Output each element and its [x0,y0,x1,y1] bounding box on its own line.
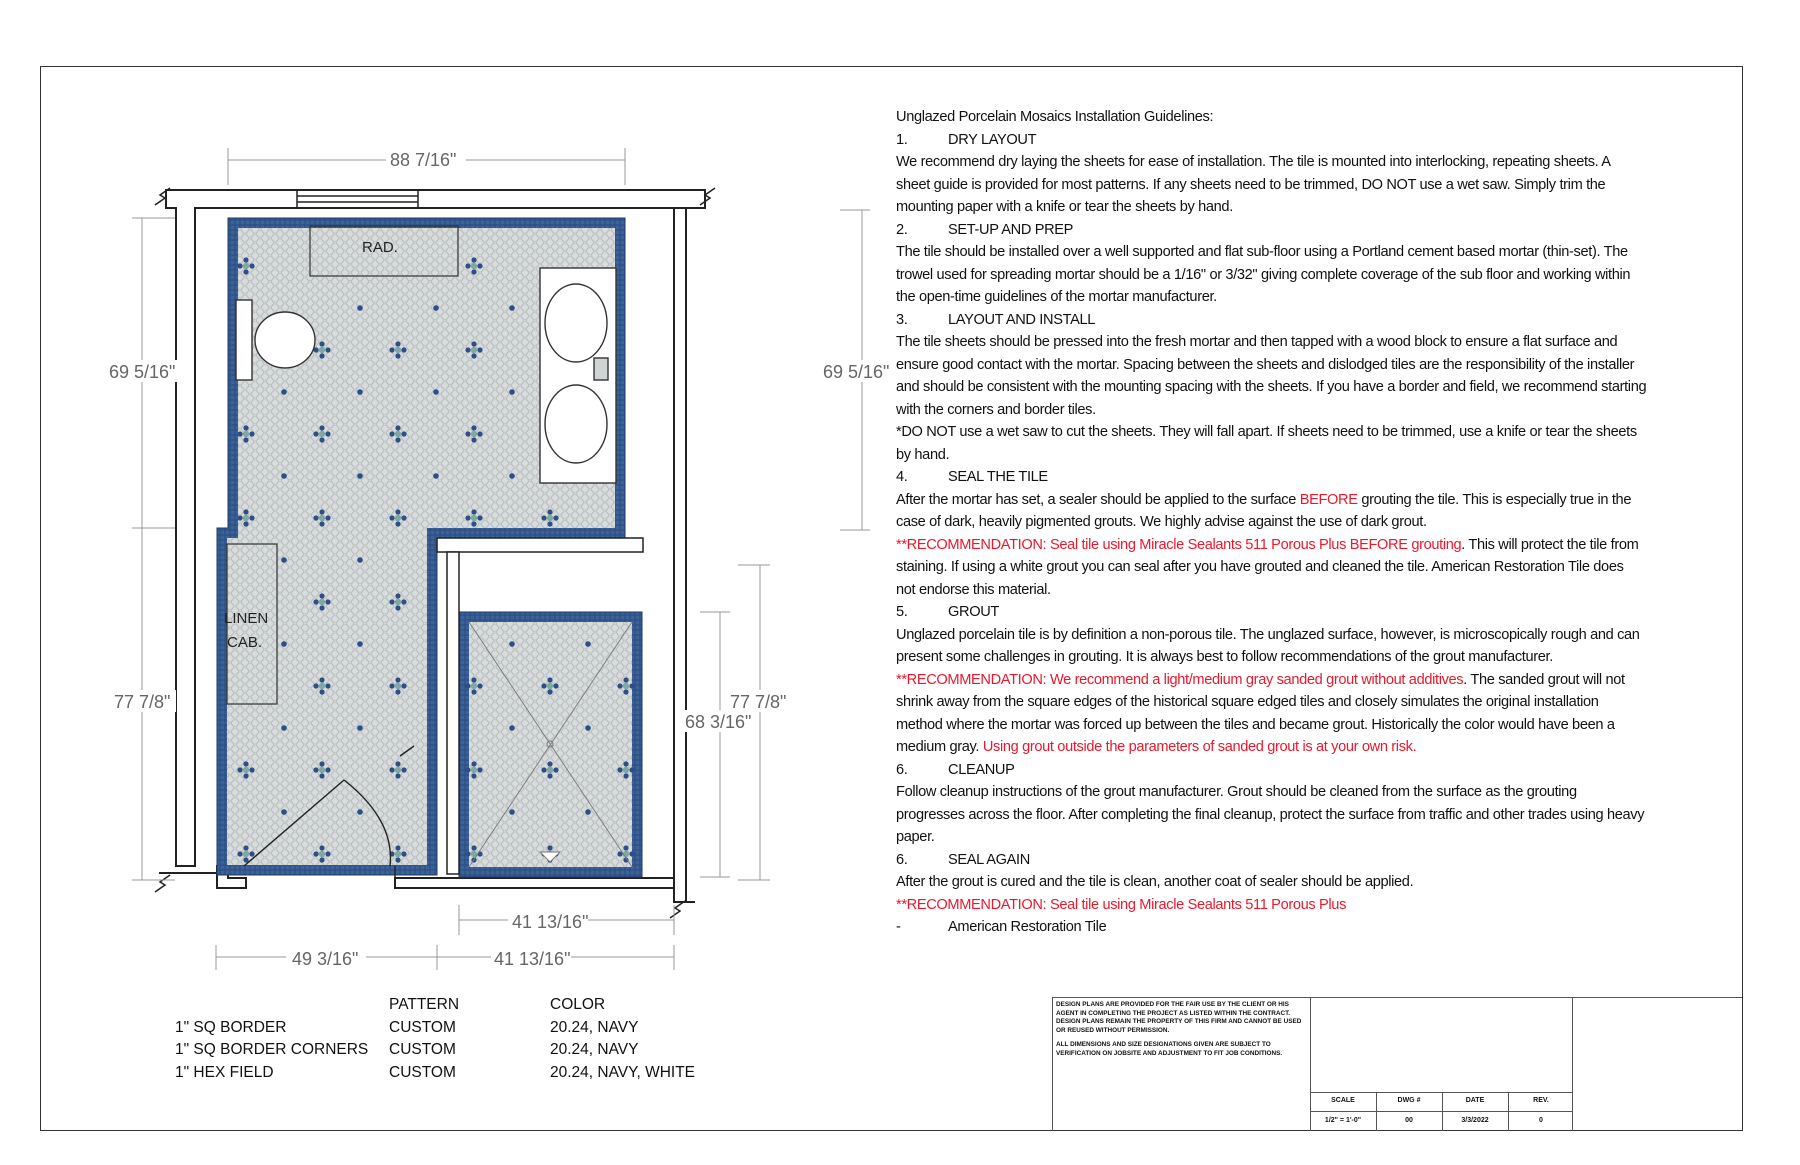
guideline-line [896,579,1734,602]
break-mark [670,901,685,918]
rosette-mark [357,725,363,731]
legend-pattern: CUSTOM [389,1018,456,1036]
guideline-text: Unglazed porcelain tile is by definition a non-porous tile. The unglazed surface, however, is microscopically rough and can [896,626,1640,643]
legend-header-color: COLOR [550,996,606,1013]
legend-pattern: CUSTOM [389,1063,456,1081]
guideline-text: progresses across the floor. After completing the final cleanup, protect the surface from traffic and other trades using heavy [896,806,1645,823]
guideline-text: method where the mortar was forced up between the tiles and became grout. Historically the color would have been a [896,716,1615,733]
rosette-mark [509,389,515,395]
guideline-line [896,354,1734,377]
guideline-num: 6. [896,851,908,868]
guideline-line [896,511,1734,534]
guideline-text: The tile sheets should be pressed into the fresh mortar and then tapped with a wood block to ensure a flat surface and [896,334,1618,350]
guideline-red: **RECOMMENDATION: We recommend a light/medium gray sanded grout without additives [896,671,1464,688]
rosette-mark [433,305,439,311]
guideline-head: DRY LAYOUT [948,131,1037,148]
rosette-mark [585,641,591,647]
guideline-line [896,376,1734,399]
guidelines-body [896,129,1734,939]
guideline-num: 3. [896,311,908,328]
legend-item: 1" SQ BORDER [175,1018,287,1036]
legend-pattern: CUSTOM [389,1041,456,1058]
rosette-mark [433,389,439,395]
dim-right-upper: 69 5/16" [823,362,890,382]
guideline-text: with the corners and border tiles. [896,401,1096,418]
installation-guidelines [896,106,1734,939]
guideline-line [896,691,1734,714]
rosette-mark [357,641,363,647]
scale-header: SCALE [1331,1097,1355,1104]
guideline-line [896,624,1734,647]
rosette-mark [281,557,287,563]
legend-header-pattern: PATTERN [389,996,460,1013]
guideline-text: *DO NOT use a wet saw to cut the sheets. They will fall apart. If sheets need to be trimmed, use a knife or tear the sheets [896,424,1637,440]
rosette-mark [357,389,363,395]
guideline-line [896,534,1734,557]
guideline-text: mounting paper with a knife or tear the sheets by hand. [896,199,1233,215]
rosette-mark [585,809,591,815]
rosette-mark [357,473,363,479]
guideline-line [896,264,1734,287]
guideline-head: GROUT [948,604,999,620]
guideline-head: SET-UP AND PREP [948,221,1074,238]
rosette-mark [281,641,287,647]
break-mark [155,875,170,892]
guideline-line [896,781,1734,804]
guideline-num: 6. [896,761,908,778]
guideline-heading [896,601,1734,624]
guideline-heading [896,309,1734,332]
floor-plan [0,0,900,990]
guideline-line [896,804,1734,827]
guideline-text: sheet guide is provided for most patterns. If any sheets need to be trimmed, DO NOT use a wet saw. Simply trim the [896,176,1606,193]
rosette-mark [281,725,287,731]
dwg-header: DWG # [1397,1097,1421,1104]
rev-value: 0 [1539,1117,1543,1124]
dim-bottom-left: 49 3/16" [292,949,359,969]
disclaimer-ownership: DESIGN PLANS ARE PROVIDED FOR THE FAIR USE BY THE CLIENT OR HIS AGENT IN COMPLETING THE PROJECT AS LISTED WITHIN THE CONTRACT. DESIGN PLANS REMAIN THE PROPERTY OF THIS FIRM AND CANNOT BE USED OR REUSED WITHOUT PERMISSION. [1056,1001,1302,1034]
guideline-red: **RECOMMENDATION: Seal tile using Miracle Sealants 511 Porous Plus BEFORE grouting [896,536,1462,553]
guideline-after: grouting the tile. This is especially true in the [1357,491,1632,508]
guideline-head: CLEANUP [948,761,1015,778]
guideline-text: and should be consistent with the mounting spacing with the sheets. If you have a border and field, we recommend starting [896,379,1647,395]
rosette-mark [509,725,515,731]
guideline-text: ensure good contact with the mortar. Spacing between the sheets and dislodged tiles are the responsibility of the installer [896,356,1635,373]
rosette-mark [585,725,591,731]
legend-item: 1" SQ BORDER CORNERS [175,1041,369,1058]
dwg-value: 00 [1405,1117,1413,1124]
guideline-num: 4. [896,469,908,485]
guideline-head: SEAL AGAIN [948,851,1030,868]
rosette-mark [509,473,515,479]
linen-label-1: LINEN [224,610,269,627]
rosette-mark [509,305,515,311]
guideline-heading [896,916,1734,939]
date-value: 3/3/2022 [1461,1117,1489,1124]
guideline-text: case of dark, heavily pigmented grouts. We highly advise against the use of dark grout. [896,514,1427,530]
guideline-text: The tile should be installed over a well supported and flat sub-floor using a Portland cement based mortar (thin-set). The [896,244,1628,260]
guideline-text: We recommend dry laying the sheets for ease of installation. The tile is mounted into interlocking, repeating sheets. A [896,154,1611,170]
dim-shower-width: 41 13/16" [512,912,589,932]
guideline-line [896,714,1734,737]
rosette-mark [357,305,363,311]
guideline-heading [896,759,1734,782]
guideline-line [896,669,1734,692]
guideline-red: **RECOMMENDATION: Seal tile using Miracle Sealants 511 Porous Plus [896,896,1347,913]
rosette-mark [281,473,287,479]
guideline-text: by hand. [896,446,950,463]
guideline-red: Using grout outside the parameters of sanded grout is at your own risk. [982,739,1417,755]
guideline-line [896,196,1734,219]
guideline-line [896,489,1734,512]
guideline-head: LAYOUT AND INSTALL [948,311,1095,328]
guideline-heading [896,129,1734,152]
guideline-line [896,556,1734,579]
guideline-red: BEFORE [1299,491,1358,508]
disclaimer-dimensions: ALL DIMENSIONS AND SIZE DESIGNATIONS GIVEN ARE SUBJECT TO VERIFICATION ON JOBSITE AND ADJUSTMENT TO FIT JOB CONDITIONS. [1056,1041,1283,1057]
guideline-num: - [896,919,901,935]
guideline-line [896,736,1734,759]
double-vanity [540,268,616,483]
guideline-text: After the grout is cured and the tile is clean, another coat of sealer should be applied. [896,874,1414,890]
guideline-heading [896,849,1734,872]
dim-bottom-right: 41 13/16" [494,949,571,969]
guideline-line [896,286,1734,309]
guideline-after: . This will protect the tile from [1461,536,1639,553]
guideline-line [896,331,1734,354]
guideline-heading [896,466,1734,489]
guideline-head: American Restoration Tile [948,919,1107,935]
guideline-num: 1. [896,131,908,148]
guideline-line [896,399,1734,422]
guideline-line [896,826,1734,849]
dim-left-lower: 77 7/8" [114,692,171,712]
rosette-mark [509,809,515,815]
guideline-line [896,241,1734,264]
guideline-line [896,151,1734,174]
linen-label-2: CAB. [227,634,263,651]
legend-color: 20.24, NAVY, WHITE [550,1063,696,1081]
date-header: DATE [1465,1097,1485,1104]
radiator-label: RAD. [362,239,398,256]
guideline-heading [896,219,1734,242]
dim-right-lower: 77 7/8" [730,692,787,712]
title-block [1052,997,1742,1131]
rosette-mark [281,389,287,395]
guideline-head: SEAL THE TILE [948,469,1048,485]
guideline-line [896,646,1734,669]
guideline-line [896,174,1734,197]
guideline-num: 5. [896,604,908,620]
legend-color: 20.24, NAVY [550,1041,639,1058]
guideline-line [896,421,1734,444]
rosette-mark [281,809,287,815]
guideline-text: paper. [896,829,935,845]
dim-top-width: 88 7/16" [390,150,457,170]
guideline-text: After the mortar has set, a sealer should be applied to the surface [896,491,1300,508]
dim-left-upper: 69 5/16" [109,362,176,382]
guideline-text: Follow cleanup instructions of the grout manufacturer. Grout should be cleaned from the surface as the grouting [896,784,1577,800]
rosette-mark [357,557,363,563]
guideline-text: staining. If using a white grout you can seal after you have grouted and cleaned the tile. American Restoration Tile does [896,559,1624,575]
guideline-text: shrink away from the square edges of the historical square edged tiles and closely simulates the original installation [896,694,1599,710]
rosette-mark [509,641,515,647]
guideline-text: not endorse this material. [896,581,1051,598]
guideline-text: trowel used for spreading mortar should be a 1/16" or 3/32" giving complete coverage of the sub floor and working within [896,266,1631,283]
guideline-line [896,871,1734,894]
rev-header: REV. [1533,1097,1549,1104]
guidelines-title: Unglazed Porcelain Mosaics Installation Guidelines: [896,109,1214,125]
guideline-after: . The sanded grout will not [1463,671,1625,688]
guideline-text: present some challenges in grouting. It is always best to follow recommendations of the grout manufacturer. [896,649,1553,665]
scale-value: 1/2" = 1'-0" [1324,1117,1362,1124]
guideline-line [896,894,1734,917]
guideline-line [896,444,1734,467]
legend-item: 1" HEX FIELD [175,1063,274,1081]
guideline-text: medium gray. [896,739,983,755]
dim-shower-height: 68 3/16" [685,712,752,732]
guideline-text: the open-time guidelines of the mortar manufacturer. [896,289,1217,305]
rosette-mark [433,473,439,479]
guideline-num: 2. [896,221,908,238]
disclaimer [1056,1001,1304,1059]
rosette-mark [357,809,363,815]
legend-color: 20.24, NAVY [550,1018,639,1036]
